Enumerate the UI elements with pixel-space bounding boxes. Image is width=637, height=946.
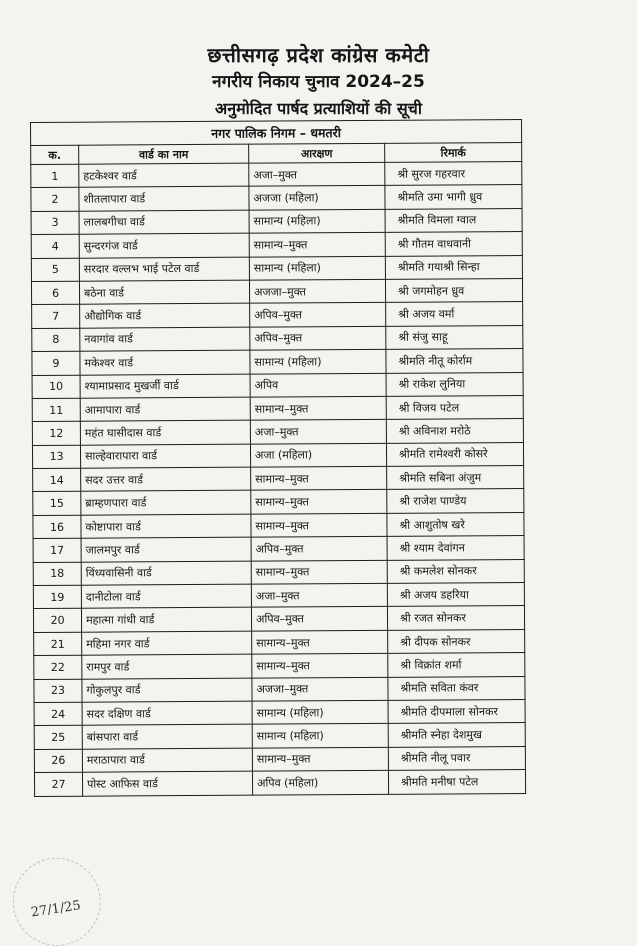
cell-num: 14 (33, 468, 81, 492)
cell-ward: महात्मा गांधी वार्ड (81, 608, 251, 632)
cell-remark: श्री जगमोहन ध्रुव (385, 278, 522, 302)
table-row (34, 746, 525, 772)
cell-remark: श्रीमति सबिना अंजुम (387, 466, 524, 490)
cell-remark: श्री सुरज गहरवार (385, 161, 522, 185)
table-row (32, 349, 523, 375)
cell-num: 22 (34, 655, 82, 679)
cell-ward: मकेश्वर वार्ड (80, 350, 250, 374)
table-row (34, 629, 525, 655)
cell-remark: श्रीमति मनीषा पटेल (388, 770, 525, 794)
cell-remark: श्री कमलेश सोनकर (387, 559, 524, 583)
cell-remark: श्रीमति स्नेहा देशमुख (388, 723, 525, 747)
cell-remark: श्री अजय डहरिया (387, 583, 524, 607)
cell-remark: श्री गौतम वाधवानी (385, 232, 522, 256)
cell-ward: श्यामाप्रसाद मुखर्जी वार्ड (80, 374, 250, 398)
cell-remark: श्री श्याम देवांगन (387, 536, 524, 560)
table-row (31, 255, 522, 281)
table-row (31, 232, 522, 258)
cell-remark: श्री विक्रांत शर्मा (388, 653, 525, 677)
cell-num: 17 (33, 538, 81, 562)
cell-num: 16 (33, 515, 81, 539)
cell-num: 18 (33, 562, 81, 586)
cell-ward: विंध्यवासिनी वार्ड (81, 561, 251, 585)
cell-num: 24 (34, 702, 82, 726)
cell-ward: महंत घासीदास वार्ड (80, 420, 250, 444)
table-row (34, 723, 525, 749)
cell-reservation: अपिव (250, 373, 386, 397)
cell-ward: पोस्ट आफिस वार्ड (82, 771, 252, 795)
table-caption: नगर पालिक निगम – धमतरी (31, 119, 522, 145)
cell-num: 21 (34, 632, 82, 656)
candidate-table-sheet (29, 119, 525, 921)
cell-num: 20 (33, 609, 81, 633)
cell-reservation: अपिव–मुक्त (250, 326, 386, 350)
list-title: अनुमोदित पार्षद प्रत्याशियों की सूची (214, 99, 422, 118)
cell-num: 7 (32, 305, 80, 329)
cell-reservation: सामान्य–मुक्त (251, 513, 387, 537)
cell-reservation: सामान्य–मुक्त (249, 233, 385, 257)
cell-remark: श्रीमति नीलू पवार (388, 746, 525, 770)
cell-ward: गोकुलपुर वार्ड (82, 678, 252, 702)
cell-num: 19 (33, 585, 81, 609)
cell-reservation: सामान्य (महिला) (249, 256, 385, 280)
cell-num: 23 (34, 679, 82, 703)
table-row (32, 325, 523, 351)
cell-reservation: अपिव–मुक्त (251, 537, 387, 561)
cell-ward: मराठापारा वार्ड (82, 748, 252, 772)
cell-ward: बठेना वार्ड (79, 280, 249, 304)
table-row (31, 161, 522, 187)
table-caption-row (31, 119, 522, 145)
cell-reservation: सामान्य–मुक्त (251, 560, 387, 584)
cell-remark: श्री संजु साहू (386, 325, 523, 349)
cell-reservation: सामान्य (महिला) (252, 700, 388, 724)
header-remark: रिमार्क (385, 142, 522, 162)
cell-reservation: सामान्य–मुक्त (250, 396, 386, 420)
cell-reservation: सामान्य–मुक्त (252, 654, 388, 678)
cell-remark: श्रीमति सविता कंवर (388, 676, 525, 700)
header-num: क. (31, 145, 79, 164)
cell-reservation: सामान्य–मुक्त (251, 466, 387, 490)
cell-ward: नवागांव वार्ड (80, 327, 250, 351)
cell-ward: शीतलापारा वार्ड (79, 187, 249, 211)
cell-reservation: सामान्य (महिला) (250, 349, 386, 373)
cell-num: 2 (31, 188, 79, 212)
cell-reservation: अजजा–मुक्त (249, 279, 385, 303)
table-row (34, 653, 525, 679)
table-row (32, 395, 523, 421)
cell-reservation: सामान्य–मुक्त (251, 490, 387, 514)
cell-ward: सरदार वल्लभ भाई पटेल वार्ड (79, 257, 249, 281)
table-row (34, 770, 525, 796)
cell-reservation: अजा–मुक्त (249, 162, 385, 186)
cell-ward: औद्योगिक वार्ड (80, 304, 250, 328)
table-row (33, 606, 524, 632)
cell-reservation: अजजा–मुक्त (252, 677, 388, 701)
cell-remark: श्री आशुतोष खरे (387, 512, 524, 536)
cell-remark: श्रीमति गयाश्री सिन्हा (385, 255, 522, 279)
cell-ward: ब्राम्हणपारा वार्ड (81, 491, 251, 515)
cell-ward: साल्हेवारापारा वार्ड (80, 444, 250, 468)
header-reservation: आरक्षण (249, 143, 385, 163)
cell-ward: सदर उत्तर वार्ड (81, 467, 251, 491)
cell-remark: श्री विजय पटेल (386, 395, 523, 419)
cell-ward: बांसपारा वार्ड (82, 725, 252, 749)
cell-reservation: अजा (महिला) (250, 443, 386, 467)
cell-remark: श्रीमति उमा भागी ध्रुव (385, 185, 522, 209)
cell-remark: श्रीमति रामेश्वरी कोसरे (386, 442, 523, 466)
cell-reservation: अपिव–मुक्त (251, 607, 387, 631)
cell-remark: श्री अजय वर्मा (386, 302, 523, 326)
cell-num: 3 (31, 211, 79, 235)
organization-title: छत्तीसगढ़ प्रदेश कांग्रेस कमेटी (207, 43, 430, 67)
handwritten-date: 27/1/25 (29, 898, 82, 921)
cell-ward: रामपुर वार्ड (82, 654, 252, 678)
cell-reservation: अजा–मुक्त (251, 583, 387, 607)
cell-num: 5 (31, 258, 79, 282)
cell-num: 15 (33, 492, 81, 516)
table-row (34, 676, 525, 702)
cell-num: 4 (31, 234, 79, 258)
cell-remark: श्रीमति विमला ग्वाल (385, 208, 522, 232)
cell-num: 11 (32, 398, 80, 422)
cell-reservation: अपिव (महिला) (252, 770, 388, 794)
table-row (31, 208, 522, 234)
cell-ward: दानीटोला वार्ड (81, 584, 251, 608)
table-row (32, 372, 523, 398)
document-header (0, 42, 637, 120)
cell-num: 13 (32, 445, 80, 469)
cell-remark: श्री राकेश लुनिया (386, 372, 523, 396)
cell-reservation: सामान्य–मुक्त (252, 747, 388, 771)
cell-ward: सदर दक्षिण वार्ड (82, 701, 252, 725)
table-row (33, 536, 524, 562)
cell-ward: कोष्टापारा वार्ड (81, 514, 251, 538)
cell-remark: श्री राजेश पाण्डेय (387, 489, 524, 513)
cell-ward: जालमपुर वार्ड (81, 537, 251, 561)
cell-ward: महिमा नगर वार्ड (82, 631, 252, 655)
cell-num: 9 (32, 351, 80, 375)
table-row (33, 489, 524, 515)
cell-reservation: अजा–मुक्त (250, 420, 386, 444)
table-row (32, 419, 523, 445)
table-row (32, 442, 523, 468)
cell-ward: आमापारा वार्ड (80, 397, 250, 421)
cell-num: 25 (34, 726, 82, 750)
election-title: नगरीय निकाय चुनाव 2024–25 (212, 72, 425, 92)
cell-reservation: सामान्य (महिला) (252, 724, 388, 748)
cell-remark: श्री रजत सोनकर (387, 606, 524, 630)
cell-reservation: सामान्य–मुक्त (252, 630, 388, 654)
cell-ward: हटकेश्वर वार्ड (79, 163, 249, 187)
table-row (31, 278, 522, 304)
cell-ward: लालबगीचा वार्ड (79, 210, 249, 234)
cell-reservation: सामान्य (महिला) (249, 209, 385, 233)
table-row (33, 466, 524, 492)
table-row (34, 699, 525, 725)
cell-num: 1 (31, 164, 79, 188)
cell-num: 12 (32, 421, 80, 445)
table-row (31, 185, 522, 211)
cell-num: 10 (32, 375, 80, 399)
cell-reservation: अजजा (महिला) (249, 186, 385, 210)
table-row (32, 302, 523, 328)
cell-num: 6 (31, 281, 79, 305)
cell-num: 27 (34, 772, 82, 796)
cell-num: 8 (32, 328, 80, 352)
table-body (31, 161, 526, 796)
cell-num: 26 (34, 749, 82, 773)
header-ward: वार्ड का नाम (79, 144, 249, 164)
cell-remark: श्री दीपक सोनकर (388, 629, 525, 653)
table-row (33, 512, 524, 538)
cell-reservation: अपिव–मुक्त (250, 303, 386, 327)
cell-remark: श्री अविनाश मरोठे (386, 419, 523, 443)
cell-ward: सुन्दरगंज वार्ड (79, 233, 249, 257)
cell-remark: श्रीमति नीतू कोर्राम (386, 349, 523, 373)
candidate-table (30, 119, 526, 797)
cell-remark: श्रीमति दीपमाला सोनकर (388, 699, 525, 723)
table-row (33, 559, 524, 585)
table-row (33, 583, 524, 609)
